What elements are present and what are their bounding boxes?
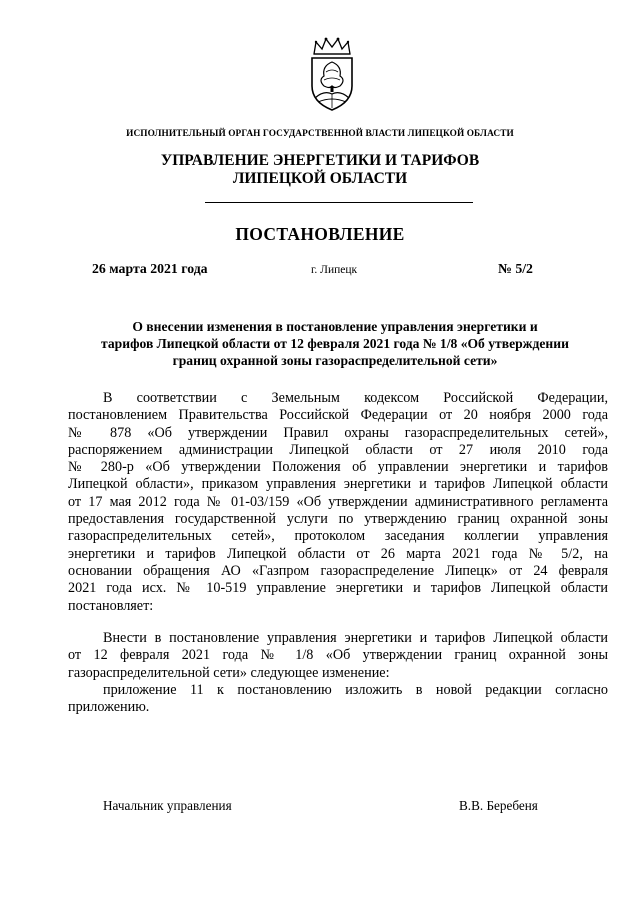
document-date: 26 марта 2021 года: [92, 261, 208, 276]
document-city: г. Липецк: [311, 264, 358, 276]
department-name: [0, 152, 640, 188]
header-divider: [205, 202, 473, 203]
preamble-line: предоставления государственной услуги по утверждению границ охранной зоны: [68, 511, 608, 528]
preamble-line: В соответствии с Земельным кодексом Российской Федерации,: [103, 390, 608, 406]
preamble-line: № 878 «Об утверждении Правил охраны газораспределительных сетей»,: [68, 424, 608, 441]
preamble-paragraph: [68, 390, 608, 615]
signatory-name: В.В. Беребеня: [459, 798, 538, 813]
subject-line: тарифов Липецкой области от 12 февраля 2021 года № 1/8 «Об утверждении: [101, 336, 569, 351]
document-type: ПОСТАНОВЛЕНИЕ: [235, 224, 405, 244]
preamble-line: от 17 мая 2012 года № 01-03/159 «Об утверждении административного регламента: [68, 493, 608, 510]
subject-line: О внесении изменения в постановление управления энергетики и: [132, 319, 538, 334]
document-subject: [68, 318, 602, 369]
department-name-line: ЛИПЕЦКОЙ ОБЛАСТИ: [232, 170, 408, 187]
change-line: приложению.: [68, 699, 150, 716]
signatory-title: Начальник управления: [103, 798, 232, 813]
preamble-line: № 280-р «Об утверждении Положения об управлении энергетики и тарифов: [68, 459, 608, 476]
preamble-line: Липецкой области», приказом управления энергетики и тарифов Липецкой области: [68, 476, 608, 493]
change-line: приложение 11 к постановлению изложить в новой редакции согласно: [103, 681, 608, 698]
preamble-line: распоряжением администрации Липецкой области от 27 июля 2010 года: [68, 441, 608, 458]
change-paragraph: [68, 630, 608, 716]
preamble-line: постановлением Правительства Российской Федерации от 20 ноября 2000 года: [68, 407, 608, 424]
issuing-authority: ИСПОЛНИТЕЛЬНЫЙ ОРГАН ГОСУДАРСТВЕННОЙ ВЛАСТИ ЛИПЕЦКОЙ ОБЛАСТИ: [126, 129, 514, 139]
change-line: от 12 февраля 2021 года № 1/8 «Об утверждении границ охранной зоны: [68, 647, 608, 664]
coat-of-arms-icon: [304, 36, 360, 112]
preamble-line: основании обращения АО «Газпром газораспределение Липецк» от 24 февраля: [68, 562, 608, 579]
subject-line: границ охранной зоны газораспределительной сети»: [172, 353, 498, 368]
change-line: газораспределительной сети» следующее изменение:: [68, 664, 390, 681]
document-number: № 5/2: [498, 261, 533, 276]
change-line: Внести в постановление управления энергетики и тарифов Липецкой области: [103, 630, 608, 646]
department-name-line: УПРАВЛЕНИЕ ЭНЕРГЕТИКИ И ТАРИФОВ: [160, 152, 480, 169]
preamble-line: 2021 года исх. № 10-519 управление энергетики и тарифов Липецкой области: [68, 580, 608, 597]
preamble-line: газораспределительных сетей», протоколом заседания коллегии управления: [68, 528, 608, 545]
preamble-line: постановляет:: [68, 597, 154, 614]
preamble-line: энергетики и тарифов Липецкой области от 26 марта 2021 года № 5/2, на: [68, 545, 608, 562]
